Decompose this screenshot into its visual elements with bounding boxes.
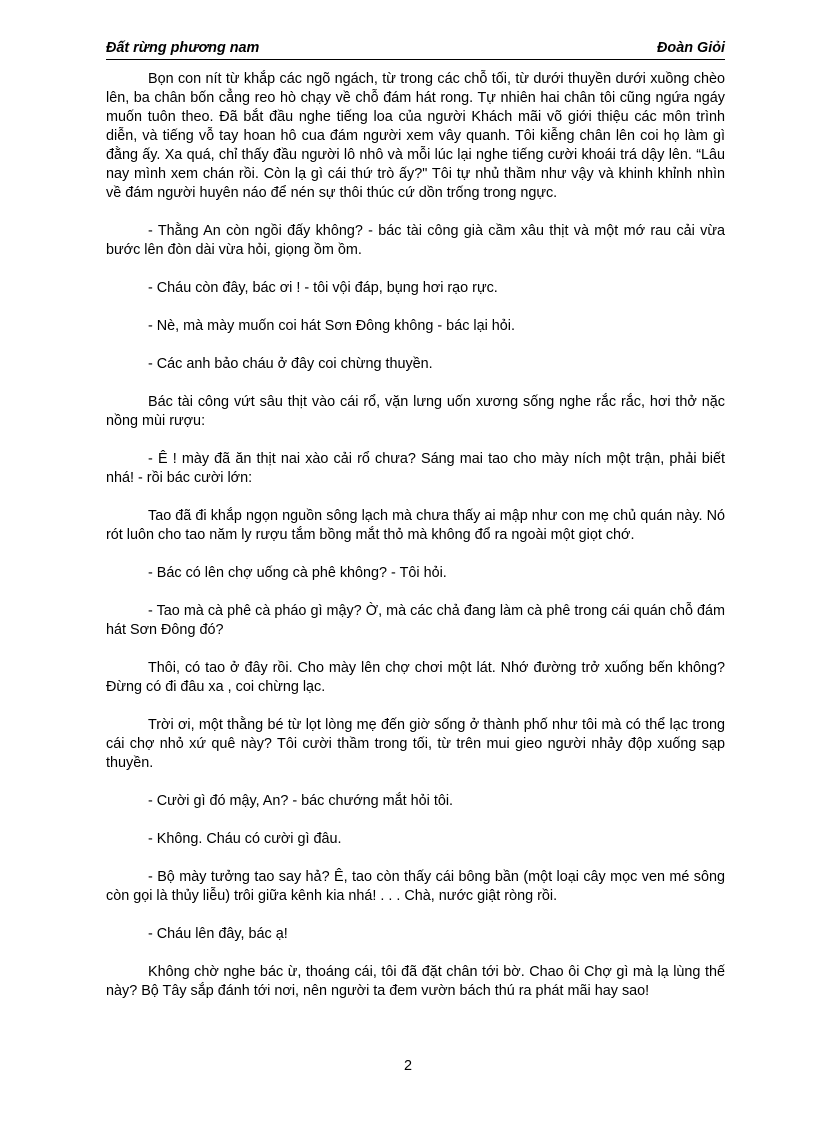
paragraph: - Nè, mà mày muốn coi hát Sơn Đông không - bác lại hỏi.: [148, 318, 515, 334]
page-header: [106, 39, 725, 60]
paragraph: - Tao mà cà phê cà pháo gì mậy? Ờ, mà các chả đang làm cà phê trong cái quán chỗ đám hát Sơn Đông đó?: [106, 603, 725, 638]
paragraph: - Bác có lên chợ uống cà phê không? - Tôi hỏi.: [148, 565, 447, 581]
paragraph: - Các anh bảo cháu ở đây coi chừng thuyền.: [148, 356, 433, 372]
paragraph: - Cháu lên đây, bác ạ!: [148, 926, 288, 942]
paragraph: Không chờ nghe bác ừ, thoáng cái, tôi đã đặt chân tới bờ. Chao ôi Chợ gì mà lạ lùng thế này? Bộ Tây sắp đánh tới nơi, nên người ta đem vườn bách thú ra phát mãi hay sao!: [106, 964, 725, 999]
paragraph: Bọn con nít từ khắp các ngõ ngách, từ trong các chỗ tối, từ dưới thuyền dưới xuồng chèo lên, ba chân bốn cẳng reo hò chạy về chỗ đám hát rong. Tự nhiên hai chân tôi cũng ngứa ngáy muốn tuôn theo. Đã bắt đầu nghe tiếng loa của người Khách mãi võ giới thiệu các môn trình diễn, và tiếng vỗ tay hoan hô cua đám người xem vây quanh. Tôi kiễng chân lên coi họ làm gì đằng ấy. Xa quá, chỉ thấy đầu người lô nhô và mỗi lúc lại nghe tiếng cười khoái trá dậy lên. “Lâu nay mình xem chán rồi. Còn lạ gì cái thứ trò ấy?" Tôi tự nhủ thầm như vậy và khinh khỉnh nhìn về đám người huyên náo để nén sự thôi thúc cứ dồn trống trong ngực.: [106, 71, 725, 201]
paragraph: Trời ơi, một thằng bé từ lọt lòng mẹ đến giờ sống ở thành phố như tôi mà có thể lạc trong cái chợ nhỏ xứ quê này? Tôi cười thầm trong tối, từ trên mui gieo người nhảy độp xuống sạp thuyền.: [106, 717, 725, 771]
paragraph: Thôi, có tao ở đây rồi. Cho mày lên chợ chơi một lát. Nhớ đường trở xuống bến không? Đừng có đi đâu xa , coi chừng lạc.: [106, 660, 725, 695]
body-text: [106, 70, 725, 1020]
paragraph: - Không. Cháu có cười gì đâu.: [148, 831, 342, 847]
paragraph: Bác tài công vứt sâu thịt vào cái rổ, vặn lưng uốn xương sống nghe rắc rắc, hơi thở nặc nồng mùi rượu:: [106, 394, 725, 429]
page-number: 2: [403, 1058, 412, 1074]
author-name: Đoàn Giỏi: [657, 40, 725, 56]
book-title: Đất rừng phương nam: [106, 40, 260, 56]
paragraph: - Bộ mày tưởng tao say hả? Ê, tao còn thấy cái bông bần (một loại cây mọc ven mé sông còn gọi là thủy liễu) trôi giữa kênh kia nhá! . . . Chà, nước giật ròng rồi.: [106, 869, 725, 904]
paragraph: - Thằng An còn ngồi đấy không? - bác tài công già cầm xâu thịt và một mớ rau cải vừa bước lên đòn dài vừa hỏi, giọng ồm ồm.: [106, 223, 725, 258]
paragraph: - Cười gì đó mậy, An? - bác chướng mắt hỏi tôi.: [148, 793, 454, 809]
paragraph: Tao đã đi khắp ngọn nguồn sông lạch mà chưa thấy ai mập như con mẹ chủ quán này. Nó rót luôn cho tao năm ly rượu tắm bồng mắt thỏ mà không đổ ra ngoài một giọt chớ.: [106, 508, 725, 543]
paragraph: - Cháu còn đây, bác ơi ! - tôi vội đáp, bụng hơi rạo rực.: [148, 280, 498, 296]
paragraph: - Ê ! mày đã ăn thịt nai xào cải rổ chưa? Sáng mai tao cho mày ních một trận, phải biết nhá! - rồi bác cười lớn:: [106, 451, 725, 486]
